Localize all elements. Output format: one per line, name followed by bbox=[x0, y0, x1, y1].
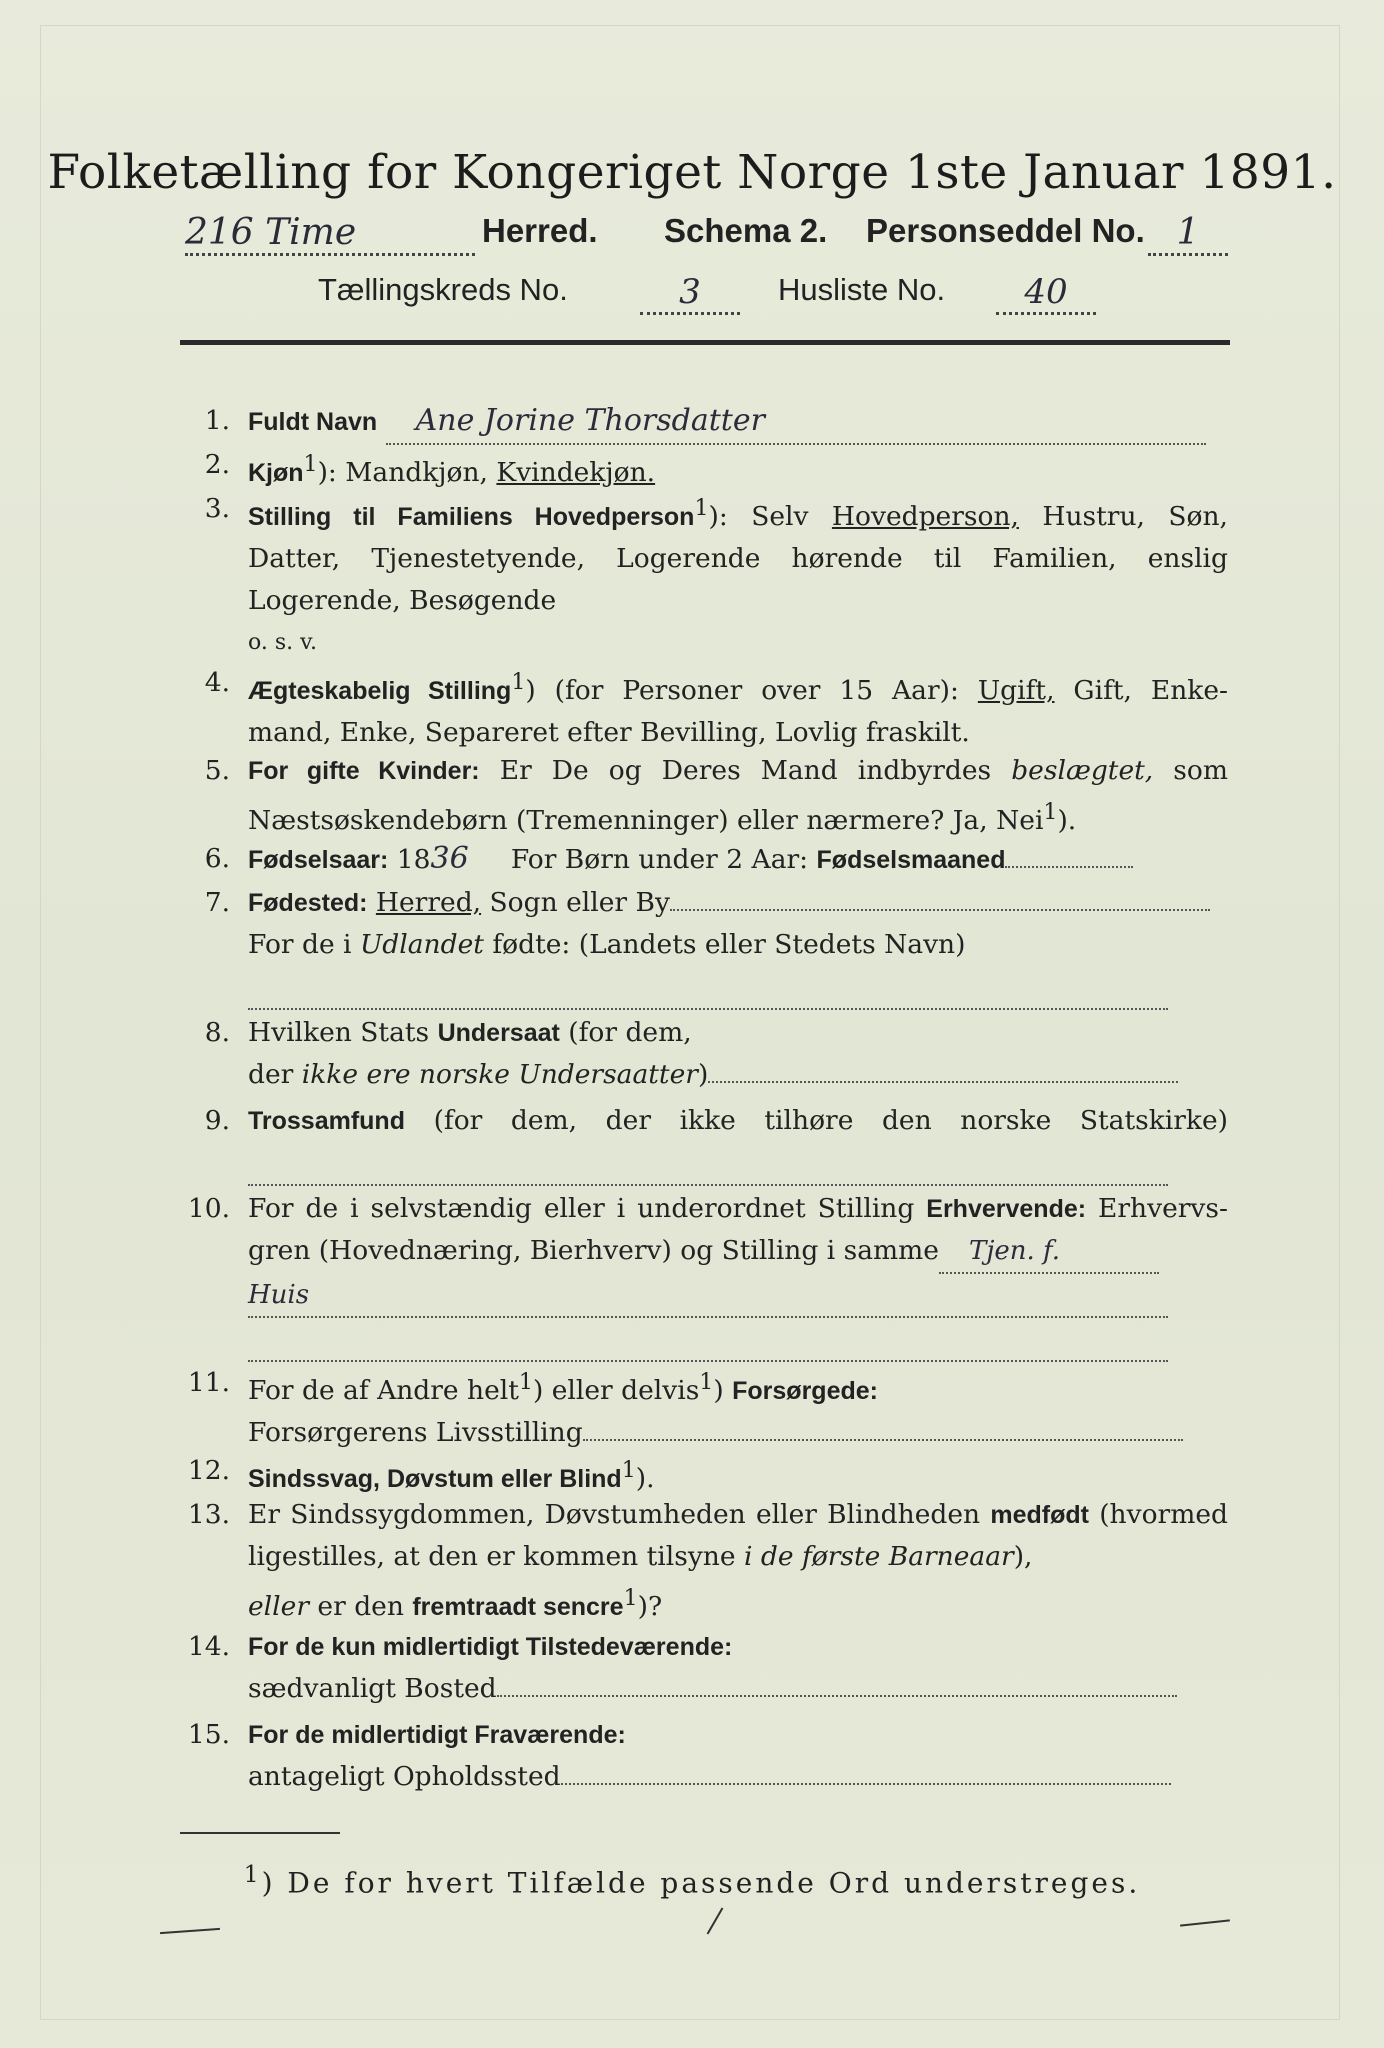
form-title: Folketælling for Kongeriget Norge 1ste Januar 1891. bbox=[47, 145, 1337, 200]
aegteskab-rest: Gift, Enke- bbox=[1073, 674, 1228, 706]
kreds-label: Tællingskreds No. bbox=[318, 272, 568, 307]
fremtraadt-sup: 1 bbox=[623, 1586, 638, 1611]
fremtraadt-italic: eller bbox=[248, 1590, 309, 1622]
item-13-line-2 bbox=[248, 1536, 1228, 1578]
item-14-text bbox=[248, 1626, 1228, 1710]
item-2-text bbox=[248, 444, 1228, 494]
item-3 bbox=[170, 488, 1230, 658]
stilling-sup: 1 bbox=[694, 496, 709, 521]
sindssvag-label: Sindssvag, Døvstum eller Blind bbox=[248, 1464, 622, 1493]
aegteskab-label: Ægteskabelig Stilling bbox=[248, 676, 512, 705]
item-10-line-1 bbox=[248, 1188, 1228, 1230]
fravaerende-label: For de midlertidigt Fraværende: bbox=[248, 1721, 626, 1749]
fodselsaar-prefix: 18 bbox=[396, 844, 431, 875]
item-13-line-1 bbox=[248, 1494, 1228, 1536]
item-7-line-1 bbox=[248, 882, 1228, 924]
item-8-line-2 bbox=[248, 1054, 1228, 1096]
header-rule bbox=[180, 340, 1230, 345]
personseddel-label: Personseddel No. bbox=[866, 212, 1145, 249]
undersaat-prefix: Hvilken Stats bbox=[248, 1017, 430, 1048]
item-4-line-1 bbox=[248, 662, 1228, 712]
fodested-rest: Sogn eller By bbox=[489, 887, 670, 918]
item-15-text bbox=[248, 1714, 1228, 1798]
erhverv-field-2 bbox=[248, 1274, 1168, 1318]
item-2-num: 2. bbox=[204, 449, 230, 480]
item-12-text bbox=[248, 1450, 1228, 1500]
item-13-text bbox=[248, 1494, 1228, 1628]
item-1-num: 1. bbox=[204, 405, 230, 436]
gifte-line2: Næstsøskendebørn (Tremenninger) eller nærmere? Ja, Nei bbox=[248, 804, 1044, 836]
medfodt-label: medfødt bbox=[990, 1501, 1089, 1529]
item-5-line-1 bbox=[248, 750, 1228, 792]
kjon-label: Kjøn bbox=[248, 458, 304, 487]
fodselsaar-mid: For Børn under 2 Aar: bbox=[510, 844, 809, 875]
kjon-selected-option: Kvindekjøn. bbox=[496, 456, 656, 488]
erhverv-prefix: For de i selvstændig eller i underordnet Stilling bbox=[248, 1193, 915, 1224]
medfodt-rest: (hvormed bbox=[1099, 1499, 1228, 1530]
erhverv-field-3 bbox=[248, 1318, 1168, 1362]
item-4-text bbox=[248, 662, 1228, 754]
item-6-text bbox=[248, 838, 1228, 881]
undersaat-der: der bbox=[248, 1059, 294, 1090]
fremtraadt-prefix: er den bbox=[317, 1590, 404, 1622]
stilling-selv: Selv bbox=[751, 500, 809, 532]
item-15-num: 15. bbox=[187, 1719, 230, 1750]
item-10-text bbox=[248, 1188, 1228, 1362]
footnote-sup: 1 bbox=[243, 1860, 262, 1888]
personseddel-field bbox=[1148, 212, 1228, 256]
fremtraadt-label: fremtraadt sencre bbox=[412, 1592, 624, 1621]
gifte-italic: beslægtet, bbox=[1011, 755, 1154, 786]
item-9-line-2 bbox=[248, 1142, 1228, 1186]
aegteskab-paren: ) (for Personer over 15 Aar): bbox=[525, 674, 959, 706]
bosted-field bbox=[497, 1695, 1177, 1697]
fuldt-navn-label: Fuldt Navn bbox=[248, 408, 378, 436]
opholdssted-field bbox=[561, 1783, 1171, 1785]
item-3-line-3: Logerende, Besøgende bbox=[248, 584, 557, 616]
trossamfund-rest: (for dem, der ikke tilhøre den norske Statskirke) bbox=[433, 1105, 1228, 1136]
item-9-line-1 bbox=[248, 1100, 1228, 1142]
personseddel-handwriting: 1 bbox=[1176, 212, 1200, 253]
item-13-num: 13. bbox=[187, 1499, 230, 1530]
schema-label: Schema 2. bbox=[664, 212, 828, 249]
husliste-handwriting: 40 bbox=[1024, 272, 1068, 312]
bosted-label: sædvanligt Bosted bbox=[248, 1673, 497, 1704]
item-10-num: 10. bbox=[187, 1193, 230, 1224]
item-1-text bbox=[248, 400, 1228, 445]
stilling-label: Stilling til Familiens Hovedperson bbox=[248, 502, 695, 531]
footnote-rule bbox=[180, 1832, 340, 1834]
sindssvag-end: ). bbox=[635, 1462, 655, 1494]
erhverv-handwriting-1: Tjen. f. bbox=[968, 1236, 1061, 1266]
erhverv-line2: gren (Hovednæring, Bierhverv) og Stilling i samme bbox=[248, 1235, 939, 1266]
fuldt-navn-handwriting: Ane Jorine Thorsdatter bbox=[415, 403, 765, 438]
husliste-label: Husliste No. bbox=[778, 272, 946, 307]
tilstede-label: For de kun midlertidigt Tilstedeværende: bbox=[248, 1633, 733, 1661]
erhverv-handwriting-2: Huis bbox=[248, 1280, 310, 1310]
udland-prefix: For de i bbox=[248, 929, 352, 960]
item-9-text bbox=[248, 1100, 1228, 1186]
gifte-end: ). bbox=[1057, 804, 1077, 836]
udland-italic: Udlandet bbox=[359, 929, 484, 960]
fodselsmaaned-field bbox=[1005, 866, 1133, 868]
item-13-line-3 bbox=[248, 1578, 1228, 1628]
herred-field bbox=[185, 212, 475, 256]
item-10-line-4 bbox=[248, 1318, 1228, 1362]
item-7-num: 7. bbox=[204, 887, 230, 918]
fodested-label: Fødested: bbox=[248, 889, 368, 917]
forsorgede-close: ) bbox=[713, 1374, 724, 1406]
item-3-num: 3. bbox=[204, 493, 230, 524]
forsorger-field bbox=[583, 1439, 1183, 1441]
herred-label: Herred. bbox=[482, 212, 598, 249]
item-3-line-2: Datter, Tjenestetyende, Logerende hørende til Familien, enslig bbox=[248, 542, 1228, 574]
erhverv-rest: Erhvervs- bbox=[1098, 1193, 1228, 1224]
item-3-line-4: o. s. v. bbox=[248, 629, 317, 655]
item-6-num: 6. bbox=[204, 843, 230, 874]
item-7-line-2 bbox=[248, 924, 1228, 966]
fremtraadt-end: )? bbox=[637, 1590, 663, 1622]
kjon-sup: 1 bbox=[303, 452, 318, 477]
udland-field bbox=[248, 966, 1168, 1010]
stilling-selected-option: Hovedperson, bbox=[831, 500, 1019, 532]
fodested-selected-option: Herred, bbox=[375, 887, 482, 918]
trossamfund-label: Trossamfund bbox=[248, 1107, 405, 1135]
opholdssted-label: antageligt Opholdssted bbox=[248, 1761, 561, 1792]
gifte-text: Er De og Deres Mand indbyrdes bbox=[499, 755, 992, 786]
item-11-line-2 bbox=[248, 1412, 1228, 1454]
item-8-text bbox=[248, 1012, 1228, 1096]
gifte-som: som bbox=[1173, 755, 1228, 786]
stilling-colon: ): bbox=[708, 500, 728, 532]
forsorger-label: Forsørgerens Livsstilling bbox=[248, 1416, 583, 1448]
medfodt-line2-end: ), bbox=[1013, 1541, 1033, 1572]
item-15-line-2 bbox=[248, 1756, 1228, 1798]
fodested-field bbox=[670, 909, 1210, 911]
item-4-num: 4. bbox=[204, 667, 230, 698]
item-10-line-3 bbox=[248, 1274, 1228, 1318]
gifte-label: For gifte Kvinder: bbox=[248, 757, 480, 785]
forsorgede-sup-1: 1 bbox=[518, 1370, 533, 1395]
item-5-text bbox=[248, 750, 1228, 842]
fuldt-navn-field bbox=[386, 400, 1206, 445]
item-14-num: 14. bbox=[187, 1631, 230, 1662]
stilling-line1-rest: Hustru, Søn, bbox=[1042, 500, 1228, 532]
item-3-line-1 bbox=[248, 488, 1228, 538]
item-8-line-1 bbox=[248, 1012, 1228, 1054]
aegteskab-sup: 1 bbox=[511, 670, 526, 695]
aegteskab-selected-option: Ugift, bbox=[977, 674, 1055, 706]
item-8-num: 8. bbox=[204, 1017, 230, 1048]
herred-handwriting: 216 Time bbox=[185, 212, 357, 253]
erhverv-field-1 bbox=[939, 1230, 1159, 1274]
kjon-rest: ): Mandkjøn, bbox=[317, 456, 488, 488]
fodselsmaaned-label: Fødselsmaaned bbox=[816, 846, 1006, 874]
medfodt-prefix: Er Sindssygdommen, Døvstumheden eller Blindheden bbox=[248, 1499, 981, 1530]
undersaat-label: Undersaat bbox=[437, 1019, 560, 1047]
item-10-line-2 bbox=[248, 1230, 1228, 1274]
footnote bbox=[0, 1860, 1384, 1899]
undersaat-italic: ikke ere norske Undersaatter bbox=[301, 1059, 698, 1090]
item-3-text bbox=[248, 488, 1228, 664]
item-4-line-2: mand, Enke, Separeret efter Bevilling, Lovlig fraskilt. bbox=[248, 716, 970, 748]
item-7-line-3 bbox=[248, 966, 1228, 1010]
forsorgede-label: Forsørgede: bbox=[732, 1376, 878, 1405]
medfodt-line2: ligestilles, at den er kommen tilsyne bbox=[248, 1541, 736, 1572]
trossamfund-field bbox=[248, 1142, 1168, 1186]
undersaat-rest: (for dem, bbox=[568, 1017, 692, 1048]
item-5-line-2 bbox=[248, 792, 1228, 842]
kreds-field bbox=[640, 272, 740, 315]
item-11-text bbox=[248, 1362, 1228, 1454]
sindssvag-sup: 1 bbox=[621, 1458, 636, 1483]
fodselsaar-label: Fødselsaar: bbox=[248, 846, 389, 874]
erhverv-label: Erhvervende: bbox=[926, 1195, 1087, 1223]
husliste-field bbox=[996, 272, 1096, 315]
undersaat-close: ) bbox=[697, 1059, 709, 1090]
item-12-num: 12. bbox=[187, 1455, 230, 1486]
forsorgede-mid: ) eller delvis bbox=[532, 1374, 700, 1406]
kreds-handwriting: 3 bbox=[679, 272, 701, 312]
item-14-line-2 bbox=[248, 1668, 1228, 1710]
item-7-text bbox=[248, 882, 1228, 1010]
undersaat-field bbox=[708, 1081, 1178, 1083]
medfodt-italic: i de første Barneaar bbox=[743, 1541, 1014, 1572]
udland-rest: fødte: (Landets eller Stedets Navn) bbox=[492, 929, 966, 960]
fodselsaar-handwriting: 36 bbox=[430, 841, 469, 876]
item-9-num: 9. bbox=[204, 1105, 230, 1136]
footnote-text: ) De for hvert Tilfælde passende Ord understreges. bbox=[261, 1866, 1141, 1900]
gifte-sup: 1 bbox=[1043, 800, 1058, 825]
forsorgede-prefix: For de af Andre helt bbox=[248, 1374, 519, 1406]
item-11-line-1 bbox=[248, 1362, 1228, 1412]
item-11-num: 11. bbox=[187, 1367, 230, 1398]
item-5-num: 5. bbox=[204, 755, 230, 786]
forsorgede-sup-2: 1 bbox=[699, 1370, 714, 1395]
